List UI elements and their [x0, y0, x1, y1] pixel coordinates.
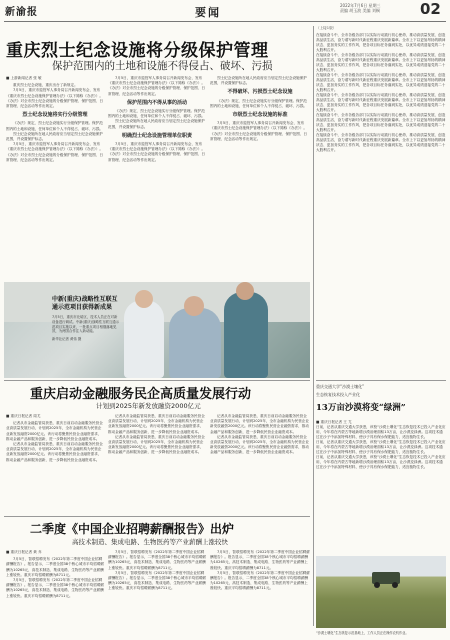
- finance-byline: ■ 重庆日报记者 周尤: [6, 414, 41, 418]
- right-story-byline: ■ 重庆日报记者 王 尤: [316, 420, 352, 424]
- lead-column-1: [6, 76, 104, 276]
- lead-paragraph: 烈士纪念设施所在地人民政府应当划定烈士纪念设施保护范围，并设置保护标志。: [108, 119, 205, 129]
- desert-field-photo: [316, 556, 446, 628]
- salary-column-3: [210, 550, 310, 636]
- lead-paragraph: 7月5日，重庆市退役军人事务局召开新闻发布会，发布《重庆市烈士纪念设施保护管理办法》（以下简称《办法》）。《办法》对全市烈士纪念设施的分级保护管理、保护范围、日常管理、纪念活动等作出规定。: [210, 121, 308, 141]
- lead-paragraph: 烈士纪念设施所在地人民政府应当划定烈士纪念设施保护范围，并设置保护标志。: [6, 131, 103, 142]
- lead-subhead: 不得破坏、污损烈士纪念设施: [227, 89, 293, 96]
- lead-paragraph: 重庆烈士纪念设施，重庆出台了新规定。: [13, 83, 78, 88]
- lead-column-3: [210, 76, 310, 276]
- finance-column-3: [210, 414, 310, 514]
- photo-caption-body: 7月5日，重庆市北碚区，技术人员正在对新设备进行调试。中新(重庆)战略性互联互通示范项目实施以来，一批重点项目相继落地见效，为两国合作注入新动能。: [52, 315, 120, 334]
- continued-text: 在接续奋斗中，全市各级各部门以实际行动践行初心使命，推动高质量发展、创造高品质生活，奋力谱写新时代新征程重庆发展新篇章。全市上下以更加昂扬的精神状态、更加务实的工作作风，把各项目标任务落到实处，以优异成绩迎接党的二十大胜利召开。: [316, 93, 446, 112]
- lead-byline: ■ 上游新闻记者 张 敏: [6, 76, 42, 80]
- salary-byline: ■ 重庆日报记者 黄 乔: [6, 550, 42, 554]
- header-divider: [4, 21, 446, 22]
- salary-report-subheadline: 高技术制造、集成电路、生物医药等产业薪酬上涨较快: [72, 538, 228, 546]
- column-divider: [313, 26, 314, 626]
- salary-text: 7月5日，智联招聘发布《2022年第二季度中国企业招聘薪酬报告》。报告显示，二季度全国38个核心城市平均招聘薪酬为10265元，高技术制造、集成电路、生物医药等产业薪酬上涨较快。重庆平均招聘薪酬为8711元。: [6, 578, 104, 598]
- lead-subhead: 市级烈士纪念设施的标准: [232, 112, 288, 119]
- continued-text: 在接续奋斗中，全市各级各部门以实际行动践行初心使命，推动高质量发展、创造高品质生活，奋力谱写新时代新征程重庆发展新篇章。全市上下以更加昂扬的精神状态、更加务实的工作作风，把各项目标任务落到实处，以优异成绩迎接党的二十大胜利召开。: [316, 73, 446, 92]
- lead-paragraph: 7月5日，重庆市退役军人事务局召开新闻发布会，发布《重庆市烈士纪念设施保护管理办法》（以下简称《办法》）。《办法》对全市烈士纪念设施的分级保护管理、保护范围、日常管理、纪念活动等作出规定。: [108, 142, 206, 162]
- continued-text: 在接续奋斗中，全市各级各部门以实际行动践行初心使命，推动高质量发展、创造高品质生活，奋力谱写新时代新征程重庆发展新篇章。全市上下以更加昂扬的精神状态、更加务实的工作作风，把各项目标任务落到实处，以优异成绩迎接党的二十大胜利召开。: [316, 53, 446, 72]
- finance-column-2: [108, 414, 206, 514]
- lead-paragraph: 《办法》规定，烈士纪念设施实行分级保护管理。保护范围内的土地和设施，任何单位和个人不得侵占、破坏、污损。: [6, 121, 104, 131]
- photo-credit: 新华社记者 黄伟 摄: [52, 337, 82, 342]
- lead-column-2: [108, 76, 206, 276]
- right-story-text: 日前，记者从重庆交通大学获悉，该校“沙漠土壤化”生态恢复技术已投入产业化应用，今年将在内蒙古等地新增沙漠治理面积13万亩，让沙漠变绿洲。这项技术通过在沙子中添加特殊材料，使沙子具有保水保肥能力，适宜植物生长。: [316, 455, 446, 469]
- editor-credit: 责编 胡玉波 美编 刘桐: [340, 8, 380, 13]
- photo-figure: [169, 308, 221, 378]
- finance-column-1: [6, 414, 104, 514]
- right-story-body: [316, 420, 446, 550]
- photo-caption: [52, 296, 120, 341]
- finance-text: 记者从市金融监管局获悉，重庆日前启动金融服务民营企业高质量发展行动，计划到2025年，全市金融机构为民营企业新发放融资2000亿元。该行动将聚焦民营企业融资需求，推动金融产品和服务创新，进一步降低民营企业融资成本。: [6, 442, 103, 462]
- right-story-kicker: 生态恢复技术投入产业化: [316, 392, 360, 397]
- news-photo: [4, 282, 310, 378]
- finance-story-subheadline: 计划到2025年新发放融资2000亿元: [96, 402, 201, 410]
- salary-column-1: [6, 550, 104, 636]
- lead-subhead: 保护范围内不得从事的活动: [126, 99, 187, 106]
- right-story-headline: 13万亩沙漠将变“绿洲”: [316, 403, 406, 413]
- continued-story: [316, 26, 446, 328]
- continued-text: 在接续奋斗中，全市各级各部门以实际行动践行初心使命，推动高质量发展、创造高品质生活，奋力谱写新时代新征程重庆发展新篇章。全市上下以更加昂扬的精神状态、更加务实的工作作风，把各项目标任务落到实处，以优异成绩迎接党的二十大胜利召开。: [316, 133, 446, 152]
- story-divider: [316, 380, 446, 381]
- lead-subhead: 明确烈士纪念设施管理单位职责: [121, 132, 192, 139]
- lead-paragraph: 7月5日，重庆市退役军人事务局召开新闻发布会，发布《重庆市烈士纪念设施保护管理办法》（以下简称《办法》）。《办法》对全市烈士纪念设施的分级保护管理、保护范围、日常管理、纪念活动等作出规定。: [6, 88, 104, 109]
- photo-figure: [224, 292, 268, 378]
- masthead: [0, 0, 450, 21]
- lead-paragraph: 《办法》规定，烈士纪念设施实行分级保护管理。保护范围内的土地和设施，任何单位和个人不得侵占、破坏、污损。: [210, 98, 308, 108]
- photo-figure: [124, 300, 164, 378]
- finance-text: 记者从市金融监管局获悉，重庆日前启动金融服务民营企业高质量发展行动，计划到2025年，全市金融机构为民营企业新发放融资2000亿元。该行动将聚焦民营企业融资需求，推动金融产品和服务创新，进一步降低民营企业融资成本。: [108, 434, 205, 455]
- lead-paragraph: 烈士纪念设施所在地人民政府应当划定烈士纪念设施保护范围，并设置保护标志。: [210, 76, 307, 86]
- section-title: 要闻: [195, 6, 221, 19]
- newspaper-logo: 新渝报: [5, 7, 38, 18]
- photo-figure: [374, 582, 380, 588]
- continued-text: 在接续奋斗中，全市各级各部门以实际行动践行初心使命，推动高质量发展、创造高品质生活，奋力谱写新时代新征程重庆发展新篇章。全市上下以更加昂扬的精神状态、更加务实的工作作风，把各项目标任务落到实处，以优异成绩迎接党的二十大胜利召开。: [316, 113, 446, 132]
- lead-paragraph: 《办法》规定，烈士纪念设施实行分级保护管理。保护范围内的土地和设施，任何单位和个人不得侵占、破坏、污损。: [108, 109, 206, 119]
- salary-text: 7月5日，智联招聘发布《2022年第二季度中国企业招聘薪酬报告》。报告显示，二季度全国38个核心城市平均招聘薪酬为10265元，高技术制造、集成电路、生物医药等产业薪酬上涨较快。重庆平均招聘薪酬为8711元。: [210, 570, 310, 591]
- right-story-text: 日前，记者从重庆交通大学获悉，该校“沙漠土壤化”生态恢复技术已投入产业化应用，今年将在内蒙古等地新增沙漠治理面积13万亩，让沙漠变绿洲。这项技术通过在沙子中添加特殊材料，使沙子具有保水保肥能力，适宜植物生长。: [316, 425, 446, 439]
- photo-figure: [392, 582, 398, 588]
- lead-subheadline: 保护范围内的土地和设施不得侵占、破坏、污损: [52, 60, 273, 72]
- page-number: 02: [420, 0, 441, 18]
- story-divider: [4, 516, 310, 517]
- lead-subhead: 烈士纪念设施将实行分级管理: [22, 112, 88, 119]
- field-photo-caption: “沙漠土壤化”生态恢复示范基地上，工作人员正在操作农机作业。: [316, 631, 409, 635]
- right-story-text: 日前，记者从重庆交通大学获悉，该校“沙漠土壤化”生态恢复技术已投入产业化应用，今年将在内蒙古等地新增沙漠治理面积13万亩，让沙漠变绿洲。这项技术通过在沙子中添加特殊材料，使沙子具有保水保肥能力，适宜植物生长。: [316, 440, 446, 454]
- salary-text: 7月5日，智联招聘发布《2022年第二季度中国企业招聘薪酬报告》。报告显示，二季度全国38个核心城市平均招聘薪酬为10265元，高技术制造、集成电路、生物医药等产业薪酬上涨较快。重庆平均招聘薪酬为8711元。: [6, 557, 104, 577]
- photo-figure: [236, 282, 254, 300]
- photo-figure: [135, 290, 153, 308]
- finance-text: 记者从市金融监管局获悉，重庆日前启动金融服务民营企业高质量发展行动，计划到2025年，全市金融机构为民营企业新发放融资2000亿元。该行动将聚焦民营企业融资需求，推动金融产品和服务创新，进一步降低民营企业融资成本。: [210, 434, 309, 455]
- salary-text: 7月5日，智联招聘发布《2022年第二季度中国企业招聘薪酬报告》。报告显示，二季度全国38个核心城市平均招聘薪酬为10265元，高技术制造、集成电路、生物医药等产业薪酬上涨较快。重庆平均招聘薪酬为8711元。: [210, 550, 310, 570]
- lead-paragraph: 7月5日，重庆市退役军人事务局召开新闻发布会，发布《重庆市烈士纪念设施保护管理办法》（以下简称《办法》）。《办法》对全市烈士纪念设施的分级保护管理、保护范围、日常管理、纪念活动等作出规定。: [108, 76, 206, 96]
- lead-headline: 重庆烈士纪念设施将分级保护管理: [6, 41, 269, 61]
- finance-text: 记者从市金融监管局获悉，重庆日前启动金融服务民营企业高质量发展行动，计划到2025年，全市金融机构为民营企业新发放融资2000亿元。该行动将聚焦民营企业融资需求，推动金融产品和服务创新，进一步降低民营企业融资成本。: [6, 421, 103, 441]
- salary-column-2: [108, 550, 206, 636]
- lead-paragraph: 7月5日，重庆市退役军人事务局召开新闻发布会，发布《重庆市烈士纪念设施保护管理办法》（以下简称《办法》）。《办法》对全市烈士纪念设施的分级保护管理、保护范围、日常管理、纪念活动等作出规定。: [6, 142, 104, 162]
- continuation-tag: （上接1版）: [316, 26, 337, 30]
- story-divider: [4, 380, 310, 381]
- photo-caption-title: 中新(重庆)战略性互联互通示范项目获得新成果: [52, 296, 118, 311]
- salary-text: 7月5日，智联招聘发布《2022年第二季度中国企业招聘薪酬报告》。报告显示，二季度全国38个核心城市平均招聘薪酬为10265元，高技术制造、集成电路、生物医药等产业薪酬上涨较快。重庆平均招聘薪酬为8711元。: [108, 550, 206, 570]
- finance-story-headline: 重庆启动金融服务民企高质量发展行动: [30, 387, 252, 402]
- salary-report-headline: 二季度《中国企业招聘薪酬报告》出炉: [30, 522, 235, 536]
- issue-date: 2022年7月6日 星期三: [340, 3, 381, 8]
- finance-text: 记者从市金融监管局获悉，重庆日前启动金融服务民营企业高质量发展行动，计划到2025年，全市金融机构为民营企业新发放融资2000亿元。该行动将聚焦民营企业融资需求，推动金融产品和服务创新，进一步降低民营企业融资成本。: [210, 414, 309, 434]
- continued-text: 在接续奋斗中，全市各级各部门以实际行动践行初心使命，推动高质量发展、创造高品质生活，奋力谱写新时代新征程重庆发展新篇章。全市上下以更加昂扬的精神状态、更加务实的工作作风，把各项目标任务落到实处，以优异成绩迎接党的二十大胜利召开。: [316, 33, 446, 52]
- dateline: [340, 3, 381, 13]
- finance-text: 记者从市金融监管局获悉，重庆日前启动金融服务民营企业高质量发展行动，计划到2025年，全市金融机构为民营企业新发放融资2000亿元。该行动将聚焦民营企业融资需求，推动金融产品和服务创新，进一步降低民营企业融资成本。: [108, 414, 205, 434]
- salary-text: 7月5日，智联招聘发布《2022年第二季度中国企业招聘薪酬报告》。报告显示，二季度全国38个核心城市平均招聘薪酬为10265元，高技术制造、集成电路、生物医药等产业薪酬上涨较快。重庆平均招聘薪酬为8711元。: [108, 570, 206, 591]
- photo-figure: [184, 296, 204, 316]
- right-story-kicker: 重庆交通大学“沙漠土壤化”: [316, 384, 365, 389]
